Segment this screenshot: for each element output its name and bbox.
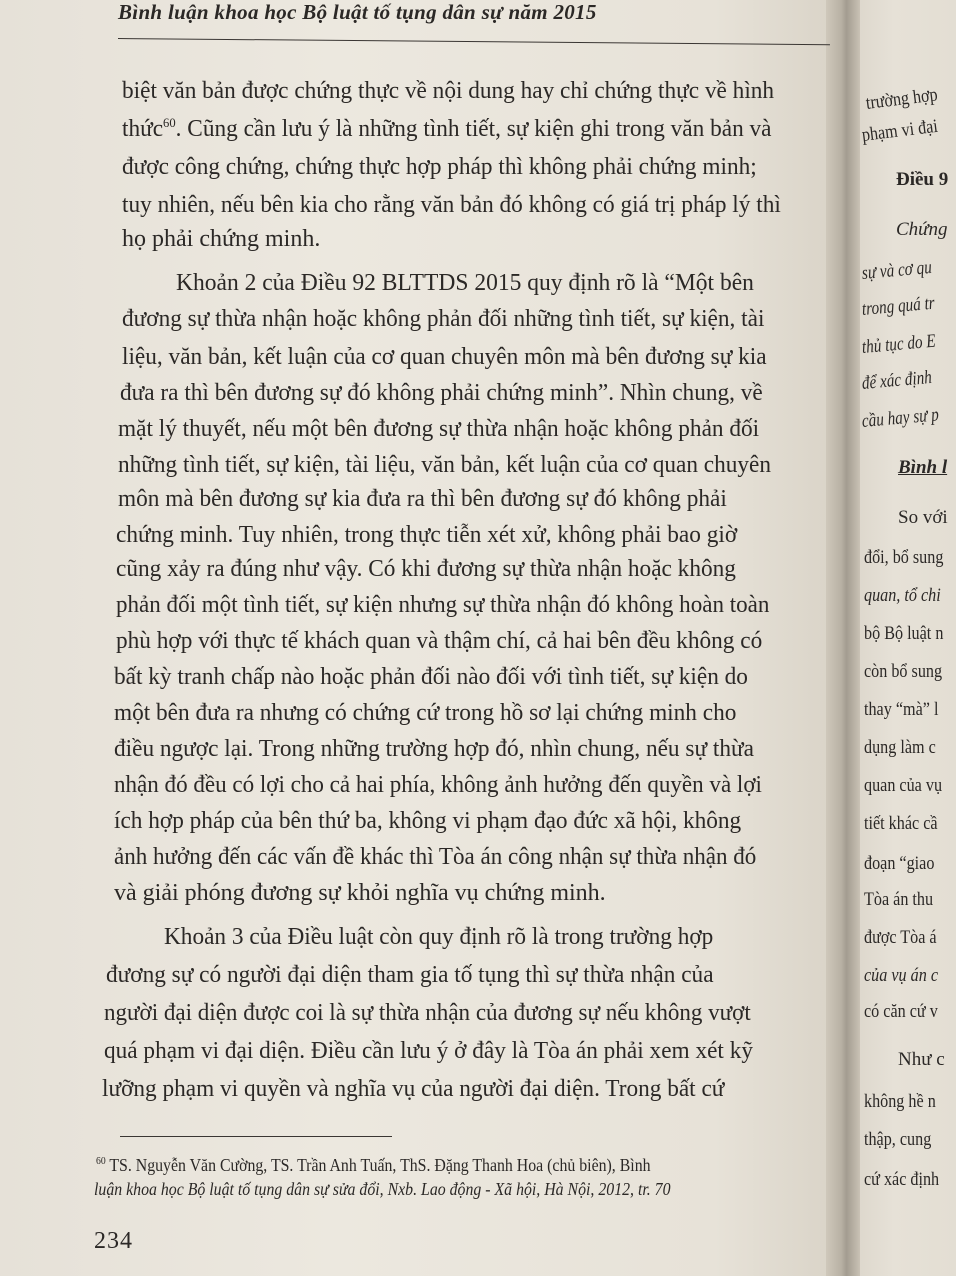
facing-line: quan của vụ [864, 775, 943, 796]
text-line: quá phạm vi đại diện. Điều cần lưu ý ở đây là Tòa án phải xem xét kỹ [104, 1038, 754, 1064]
facing-line: thủ tục do E [861, 330, 937, 358]
text-line [122, 114, 772, 144]
facing-line: dụng làm c [864, 737, 936, 758]
text-line: bất kỳ tranh chấp nào hoặc phản đối nào đối với tình tiết, sự kiện do [114, 664, 748, 690]
text-line: môn mà bên đương sự kia đưa ra thì bên đương sự đó không phải [118, 486, 727, 512]
facing-line: phạm vi đại [860, 115, 939, 146]
footnote-line: luận khoa học Bộ luật tố tụng dân sự sửa đổi, Nxb. Lao động - Xã hội, Hà Nội, 2012, tr. 70 [94, 1179, 671, 1199]
text-line: mặt lý thuyết, nếu một bên đương sự thừa nhận hoặc không phản đối [118, 416, 760, 442]
facing-line: So với [898, 507, 948, 528]
text-line: được công chứng, chứng thực hợp pháp thì không phải chứng minh; [122, 154, 757, 180]
text-line: người đại diện được coi là sự thừa nhận của đương sự nếu không vượt [104, 1000, 751, 1026]
text-line: phù hợp với thực tế khách quan và thậm chí, cả hai bên đều không có [116, 628, 763, 654]
text-line: một bên đưa ra nhưng có chứng cứ trong hồ sơ lại chứng minh cho [114, 700, 737, 726]
text-line: nhận đó đều có lợi cho cả hai phía, không ảnh hưởng đến quyền và lợi [114, 772, 762, 798]
footnote-text: TS. Nguyễn Văn Cường, TS. Trần Anh Tuấn, ThS. Đặng Thanh Hoa (chủ biên), Bình [109, 1155, 651, 1175]
text-span: . Cũng cần lưu ý là những tình tiết, sự kiện ghi trong văn bản và [175, 116, 772, 142]
facing-line: Chứng [896, 219, 948, 240]
facing-line: của vụ án c [864, 965, 939, 986]
text-line: Khoản 2 của Điều 92 BLTTDS 2015 quy định rõ là “Một bên [176, 270, 754, 296]
text-line: những tình tiết, sự kiện, tài liệu, văn bản, kết luận của cơ quan chuyên [118, 452, 772, 478]
running-header: Bình luận khoa học Bộ luật tố tụng dân sự năm 2015 [118, 0, 597, 24]
facing-line: có căn cứ v [864, 1001, 938, 1022]
footnote-number: 60 [96, 1155, 106, 1167]
text-line: cũng xảy ra đúng như vậy. Có khi đương sự thừa nhận hoặc không [116, 556, 736, 582]
facing-line: trong quá tr [861, 292, 936, 320]
facing-line: cứ xác định [864, 1169, 940, 1190]
facing-line: thay “mà” l [864, 699, 939, 720]
facing-line: đổi, bổ sung [864, 547, 944, 568]
text-line: lưỡng phạm vi quyền và nghĩa vụ của người đại diện. Trong bất cứ [102, 1076, 725, 1102]
facing-line: đoạn “giao [864, 853, 935, 874]
footnote-ref: 60 [163, 115, 176, 130]
text-line: đương sự có người đại diện tham gia tố tụng thì sự thừa nhận của [106, 962, 714, 988]
facing-line: Điều 9 [896, 169, 949, 190]
text-span: thức [122, 116, 164, 142]
facing-line: tiết khác cầ [864, 813, 938, 834]
facing-line: Bình l [898, 457, 948, 478]
text-line: đương sự thừa nhận hoặc không phản đối những tình tiết, sự kiện, tài [122, 306, 765, 332]
text-line: điều ngược lại. Trong những trường hợp đó, nhìn chung, nếu sự thừa [114, 736, 754, 762]
text-line: tuy nhiên, nếu bên kia cho rằng văn bản đó không có giá trị pháp lý thì [122, 192, 781, 218]
text-line: Khoản 3 của Điều luật còn quy định rõ là trong trường hợp [164, 924, 714, 950]
page-number: 234 [94, 1228, 133, 1254]
text-line: họ phải chứng minh. [122, 226, 321, 252]
footnote-rule [120, 1136, 392, 1137]
facing-line: còn bổ sung [864, 661, 943, 682]
facing-line: được Tòa á [864, 927, 937, 948]
facing-line: để xác định [861, 366, 933, 394]
facing-line: Tòa án thu [864, 889, 934, 910]
footnote-line [96, 1150, 651, 1176]
text-line: đưa ra thì bên đương sự đó không phải chứng minh”. Nhìn chung, về [120, 380, 763, 406]
facing-line: thập, cung [864, 1129, 932, 1150]
facing-line: bộ Bộ luật n [864, 623, 944, 644]
text-line: ích hợp pháp của bên thứ ba, không vi phạm đạo đức xã hội, không [114, 808, 742, 834]
facing-line: không hề n [864, 1091, 936, 1112]
text-line: liệu, văn bản, kết luận của cơ quan chuyên môn mà bên đương sự kia [122, 344, 767, 370]
facing-line: quan, tổ chi [864, 585, 941, 606]
facing-page [852, 0, 956, 1276]
facing-line: sự và cơ qu [861, 256, 933, 284]
text-line: và giải phóng đương sự khỏi nghĩa vụ chứng minh. [114, 880, 606, 906]
text-line: biệt văn bản được chứng thực về nội dung hay chỉ chứng thực về hình [122, 78, 775, 104]
text-line: ảnh hưởng đến các vấn đề khác thì Tòa án công nhận sự thừa nhận đó [114, 844, 757, 870]
text-line: chứng minh. Tuy nhiên, trong thực tiễn xét xử, không phải bao giờ [116, 522, 738, 548]
text-line: phản đối một tình tiết, sự kiện nhưng sự thừa nhận đó không hoàn toàn [116, 592, 770, 618]
facing-line: cầu hay sự p [861, 404, 940, 432]
facing-line: Như c [898, 1049, 945, 1070]
facing-line: trường hợp [864, 84, 939, 114]
